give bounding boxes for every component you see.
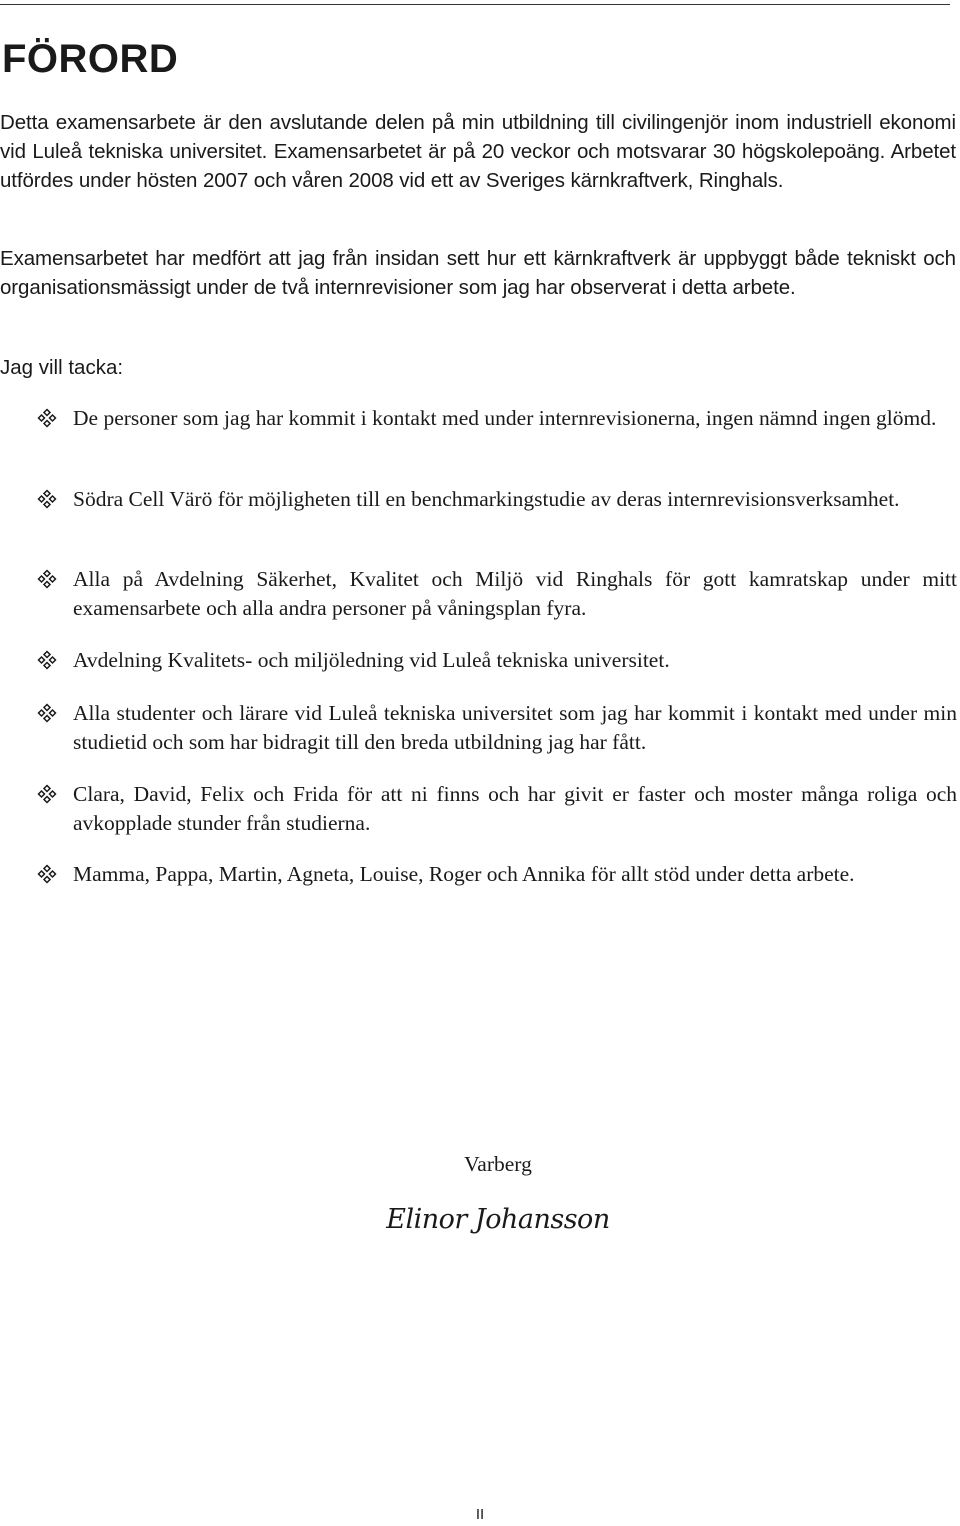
- page-number: II: [475, 1506, 485, 1523]
- page-title: FÖRORD: [2, 37, 179, 81]
- top-rule: [0, 4, 950, 5]
- thanks-item-text: Alla studenter och lärare vid Luleå tekniska universitet som jag har kommit i kontakt med under min studietid och som har bidragit till den breda utbildning jag har fått.: [73, 701, 957, 754]
- thanks-item-text: De personer som jag har kommit i kontakt med under internrevisionerna, ingen nämnd ingen glömd.: [73, 406, 937, 430]
- thanks-intro: Jag vill tacka:: [0, 356, 124, 379]
- four-diamond-bullet-icon: [37, 489, 57, 509]
- thanks-item-text: Södra Cell Värö för möjligheten till en benchmarkingstudie av deras internrevisionsverksamhet.: [73, 487, 900, 511]
- four-diamond-bullet-icon: [37, 569, 57, 589]
- thanks-item-text: Alla på Avdelning Säkerhet, Kvalitet och Miljö vid Ringhals för gott kamratskap under mitt examensarbete och alla andra personer på våningsplan fyra.: [73, 567, 957, 620]
- four-diamond-bullet-icon: [37, 650, 57, 670]
- four-diamond-bullet-icon: [37, 864, 57, 884]
- four-diamond-bullet-icon: [37, 408, 57, 428]
- intro-paragraph-1: Detta examensarbete är den avslutande delen på min utbildning till civilingenjör inom industriell ekonomi vid Luleå tekniska universitet. Examensarbetet är på 20 veckor och motsvarar 30 högskolepoäng. Arbetet utfördes under hösten 2007 och våren 2008 vid ett av Sveriges kärnkraftverk, Ringhals.: [0, 111, 956, 192]
- thanks-item-text: Mamma, Pappa, Martin, Agneta, Louise, Roger och Annika för allt stöd under detta arbete.: [73, 862, 855, 886]
- thanks-item-text: Clara, David, Felix och Frida för att ni finns och har givit er faster och moster många roliga och avkopplade stunder från studierna.: [73, 782, 957, 835]
- four-diamond-bullet-icon: [37, 784, 57, 804]
- intro-paragraph-2: Examensarbetet har medfört att jag från insidan sett hur ett kärnkraftverk är uppbyggt både tekniskt och organisationsmässigt under de två internrevisioner som jag har observerat i detta arbete.: [0, 247, 956, 299]
- thanks-item-text: Avdelning Kvalitets- och miljöledning vid Luleå tekniska universitet.: [73, 648, 670, 672]
- handwritten-signature: Elinor Johansson: [386, 1204, 610, 1235]
- signature-place: Varberg: [464, 1152, 532, 1176]
- four-diamond-bullet-icon: [37, 703, 57, 723]
